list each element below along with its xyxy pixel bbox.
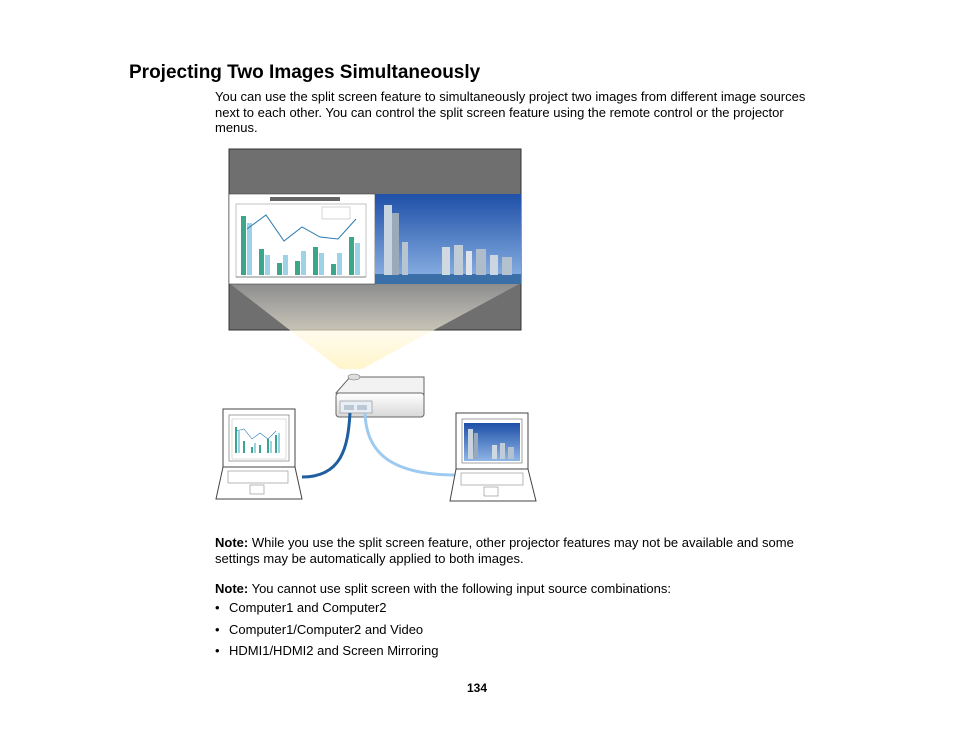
list-item: • HDMI1/HDMI2 and Screen Mirroring: [215, 643, 439, 658]
note-input-combinations: [215, 581, 825, 597]
intro-paragraph: You can use the split screen feature to simultaneously project two images from different image sources next to each other. You can control the split screen feature using the remote control or the projector menus.: [215, 89, 806, 135]
note-split-screen: [215, 535, 825, 566]
note-label: Note:: [215, 581, 249, 596]
bullet-icon: •: [215, 643, 220, 658]
bullet-icon: •: [215, 600, 220, 615]
note-text: You cannot use split screen with the following input source combinations:: [248, 581, 671, 596]
laptop-icon: [216, 409, 302, 499]
projection-screen-icon: [229, 149, 521, 369]
note-label: Note:: [215, 535, 249, 550]
list-item: • Computer1 and Computer2: [215, 600, 387, 615]
input-combination-list: [215, 600, 439, 665]
page-number: 134: [466, 681, 488, 695]
laptop-icon: [450, 413, 536, 501]
projector-icon: [336, 374, 424, 417]
note-text: While you use the split screen feature, other projector features may not be available and some settings may be automatically applied to both images.: [215, 535, 794, 566]
bullet-icon: •: [215, 621, 220, 637]
list-item: • Computer1/Computer2 and Video: [215, 621, 424, 637]
split-screen-illustration: [214, 147, 544, 503]
page-heading: Projecting Two Images Simultaneously: [129, 62, 481, 83]
